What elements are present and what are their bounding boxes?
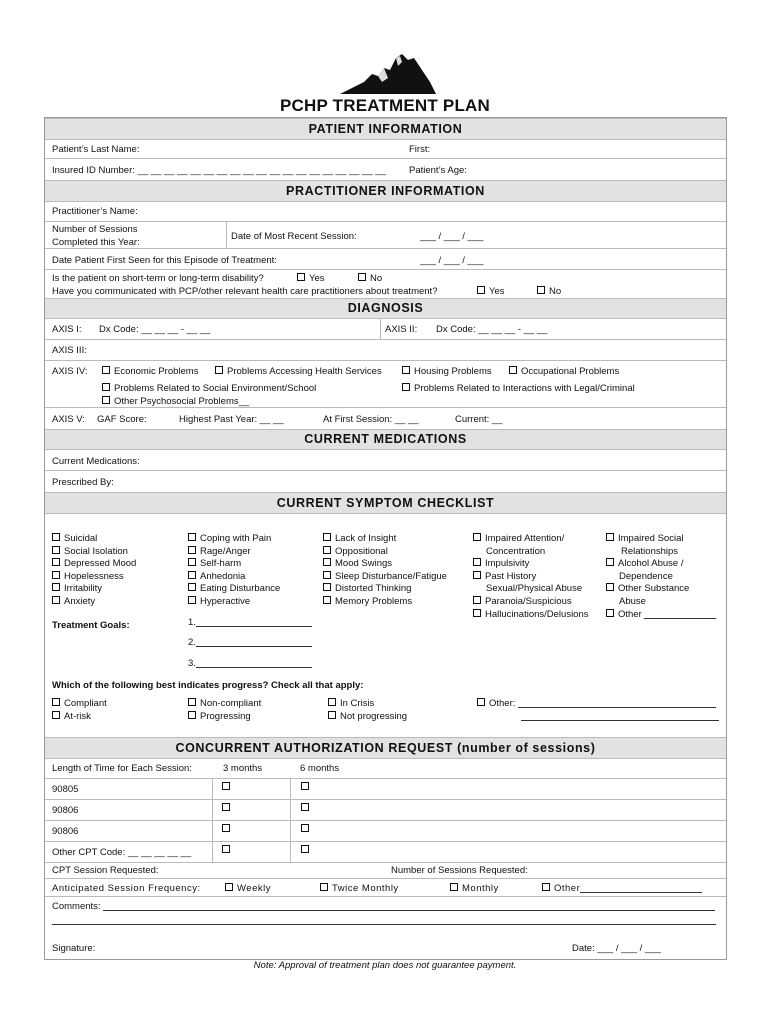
symptom-column-4 bbox=[473, 533, 589, 621]
cpt-session-requested-field[interactable]: CPT Session Requested: bbox=[52, 865, 159, 876]
oppositional-checkbox[interactable]: Oppositional bbox=[323, 546, 447, 559]
other-symptom-checkbox[interactable]: Other bbox=[606, 609, 716, 622]
alcohol-abuse-checkbox[interactable]: Alcohol Abuse / bbox=[606, 558, 716, 571]
practitioner-info-header: PRACTITIONER INFORMATION bbox=[45, 180, 726, 202]
treatment-plan-form bbox=[44, 117, 727, 960]
impaired-social-label-cont: Relationships bbox=[621, 545, 679, 557]
social-environment-problems-checkbox[interactable]: Problems Related to Social Environment/School bbox=[102, 383, 316, 394]
gaf-highest-field[interactable]: Highest Past Year: __ __ bbox=[179, 414, 284, 425]
treatment-goal-3-field[interactable]: 3. bbox=[188, 658, 312, 669]
signature-date-field[interactable]: Date: ___ / ___ / ___ bbox=[572, 943, 661, 954]
anhedonia-checkbox[interactable]: Anhedonia bbox=[188, 571, 280, 584]
impaired-attention-label-cont: Concentration bbox=[486, 545, 546, 557]
code-90806b-3mo-checkbox[interactable] bbox=[222, 824, 230, 835]
symptom-checklist-header: CURRENT SYMPTOM CHECKLIST bbox=[45, 492, 726, 514]
gaf-score-label: GAF Score: bbox=[97, 414, 147, 425]
eating-disturbance-checkbox[interactable]: Eating Disturbance bbox=[188, 583, 280, 596]
distorted-thinking-checkbox[interactable]: Distorted Thinking bbox=[323, 583, 447, 596]
patient-first-name-field[interactable]: First: bbox=[409, 144, 431, 155]
health-services-problems-checkbox[interactable]: Problems Accessing Health Services bbox=[215, 366, 382, 377]
past-history-checkbox[interactable]: Past History bbox=[473, 571, 589, 584]
code-90806a-3mo-checkbox[interactable] bbox=[222, 803, 230, 814]
impulsivity-checkbox[interactable]: Impulsivity bbox=[473, 558, 589, 571]
lack-of-insight-checkbox[interactable]: Lack of Insight bbox=[323, 533, 447, 546]
monthly-checkbox[interactable]: Monthly bbox=[450, 883, 499, 894]
axis2-label: AXIS II: bbox=[385, 324, 418, 335]
past-history-label-cont: Sexual/Physical Abuse bbox=[486, 583, 583, 595]
weekly-checkbox[interactable]: Weekly bbox=[225, 883, 271, 894]
housing-problems-checkbox[interactable]: Housing Problems bbox=[402, 366, 492, 377]
recent-session-label: Date of Most Recent Session: bbox=[231, 231, 357, 242]
comments-field[interactable]: Comments: bbox=[52, 901, 715, 912]
practitioner-name-field[interactable]: Practitioner’s Name: bbox=[52, 206, 138, 217]
axis4-label: AXIS IV: bbox=[52, 366, 88, 377]
mountain-logo-icon bbox=[338, 52, 438, 96]
axis1-label: AXIS I: bbox=[52, 324, 82, 335]
code-90806b-6mo-checkbox[interactable] bbox=[301, 824, 309, 835]
patient-age-field[interactable]: Patient’s Age: bbox=[409, 165, 467, 176]
progressing-checkbox[interactable]: Progressing bbox=[188, 711, 251, 722]
symptom-column-2 bbox=[188, 533, 280, 609]
coping-with-pain-checkbox[interactable]: Coping with Pain bbox=[188, 533, 280, 546]
hyperactive-checkbox[interactable]: Hyperactive bbox=[188, 596, 280, 609]
impaired-social-checkbox[interactable]: Impaired Social bbox=[606, 533, 716, 546]
economic-problems-checkbox[interactable]: Economic Problems bbox=[102, 366, 198, 377]
disability-question: Is the patient on short-term or long-term disability? bbox=[52, 273, 264, 284]
progress-question: Which of the following best indicates progress? Check all that apply: bbox=[52, 680, 364, 691]
social-isolation-checkbox[interactable]: Social Isolation bbox=[52, 546, 136, 559]
hopelessness-checkbox[interactable]: Hopelessness bbox=[52, 571, 136, 584]
treatment-goals-label: Treatment Goals: bbox=[52, 620, 130, 631]
comments-line-2[interactable] bbox=[52, 915, 716, 926]
suicidal-checkbox[interactable]: Suicidal bbox=[52, 533, 136, 546]
other-psychosocial-problems-checkbox[interactable]: Other Psychosocial Problems__ bbox=[102, 396, 249, 407]
treatment-goal-2-field[interactable]: 2. bbox=[188, 637, 312, 648]
axis2-dx-code-field[interactable]: Dx Code: __ __ __ - __ __ bbox=[436, 324, 548, 335]
at-risk-checkbox[interactable]: At-risk bbox=[52, 711, 91, 722]
anxiety-checkbox[interactable]: Anxiety bbox=[52, 596, 136, 609]
number-sessions-requested-field[interactable]: Number of Sessions Requested: bbox=[391, 865, 528, 876]
page-title: PCHP TREATMENT PLAN bbox=[279, 96, 490, 115]
sleep-disturbance-checkbox[interactable]: Sleep Disturbance/Fatigue bbox=[323, 571, 447, 584]
prescribed-by-field[interactable]: Prescribed By: bbox=[52, 477, 114, 488]
medications-header: CURRENT MEDICATIONS bbox=[45, 429, 726, 450]
twice-monthly-checkbox[interactable]: Twice Monthly bbox=[320, 883, 399, 894]
sessions-label-line1: Number of Sessions bbox=[52, 224, 138, 235]
other-substance-checkbox[interactable]: Other Substance bbox=[606, 583, 716, 596]
symptom-column-5 bbox=[606, 533, 716, 621]
code-90805-6mo-checkbox[interactable] bbox=[301, 782, 309, 793]
communicated-question: Have you communicated with PCP/other relevant health care practitioners about treatment? bbox=[52, 286, 438, 297]
current-medications-field[interactable]: Current Medications: bbox=[52, 456, 140, 467]
mood-swings-checkbox[interactable]: Mood Swings bbox=[323, 558, 447, 571]
diagnosis-header: DIAGNOSIS bbox=[45, 298, 726, 319]
three-months-label: 3 months bbox=[223, 763, 263, 774]
other-substance-label-cont: Abuse bbox=[619, 595, 646, 607]
patient-info-header: PATIENT INFORMATION bbox=[45, 118, 726, 140]
other-progress-checkbox[interactable]: Other: bbox=[477, 698, 716, 709]
paranoia-checkbox[interactable]: Paranoia/Suspicious bbox=[473, 596, 589, 609]
axis1-dx-code-field[interactable]: Dx Code: __ __ __ - __ __ bbox=[99, 324, 211, 335]
rage-anger-checkbox[interactable]: Rage/Anger bbox=[188, 546, 280, 559]
irritability-checkbox[interactable]: Irritability bbox=[52, 583, 136, 596]
cpt-code-90806-a: 90806 bbox=[52, 805, 79, 816]
other-progress-line-2[interactable] bbox=[521, 711, 719, 722]
cpt-code-90805: 90805 bbox=[52, 784, 79, 795]
code-90805-3mo-checkbox[interactable] bbox=[222, 782, 230, 793]
axis5-label: AXIS V: bbox=[52, 414, 85, 425]
sessions-completed-field[interactable]: Completed this Year: bbox=[52, 237, 140, 248]
signature-field[interactable]: Signature: bbox=[52, 943, 96, 954]
anticipated-frequency-label: Anticipated Session Frequency: bbox=[52, 883, 201, 894]
six-months-label: 6 months bbox=[300, 763, 340, 774]
approval-note: Note: Approval of treatment plan does not guarantee payment. bbox=[253, 960, 517, 971]
memory-problems-checkbox[interactable]: Memory Problems bbox=[323, 596, 447, 609]
gaf-current-field[interactable]: Current: __ bbox=[455, 414, 503, 425]
symptom-column-1 bbox=[52, 533, 136, 609]
communicated-no-checkbox[interactable]: No bbox=[537, 286, 561, 297]
session-length-label: Length of Time for Each Session: bbox=[52, 763, 192, 774]
symptom-column-3 bbox=[323, 533, 447, 609]
compliant-checkbox[interactable]: Compliant bbox=[52, 698, 107, 709]
alcohol-abuse-label-cont: Dependence bbox=[619, 570, 673, 582]
axis3-field[interactable]: AXIS III: bbox=[52, 345, 87, 356]
cpt-code-90806-b: 90806 bbox=[52, 826, 79, 837]
treatment-goal-1-field[interactable]: 1. bbox=[188, 617, 312, 628]
disability-yes-checkbox[interactable]: Yes bbox=[297, 273, 325, 284]
other-cpt-code-field[interactable]: Other CPT Code: __ __ __ __ __ bbox=[52, 847, 192, 858]
first-seen-label: Date Patient First Seen for this Episode of Treatment: bbox=[52, 255, 277, 266]
communicated-yes-checkbox[interactable]: Yes bbox=[477, 286, 505, 297]
self-harm-checkbox[interactable]: Self-harm bbox=[188, 558, 280, 571]
non-compliant-checkbox[interactable]: Non-compliant bbox=[188, 698, 261, 709]
occupational-problems-checkbox[interactable]: Occupational Problems bbox=[509, 366, 619, 377]
other-cpt-3mo-checkbox[interactable] bbox=[222, 845, 230, 856]
insured-id-field[interactable]: Insured ID Number: __ __ __ __ __ __ __ __ __ __ __ __ __ __ __ __ __ __ __ bbox=[52, 165, 386, 176]
authorization-header: CONCURRENT AUTHORIZATION REQUEST (number of sessions) bbox=[45, 737, 726, 759]
other-frequency-checkbox[interactable]: Other bbox=[542, 883, 702, 894]
impaired-attention-checkbox[interactable]: Impaired Attention/ bbox=[473, 533, 589, 546]
hallucinations-checkbox[interactable]: Hallucinations/Delusions bbox=[473, 609, 589, 622]
gaf-first-session-field[interactable]: At First Session: __ __ bbox=[323, 414, 419, 425]
depressed-mood-checkbox[interactable]: Depressed Mood bbox=[52, 558, 136, 571]
not-progressing-checkbox[interactable]: Not progressing bbox=[328, 711, 407, 722]
code-90806a-6mo-checkbox[interactable] bbox=[301, 803, 309, 814]
recent-session-date-field[interactable]: ___ / ___ / ___ bbox=[420, 231, 484, 242]
disability-no-checkbox[interactable]: No bbox=[358, 273, 382, 284]
in-crisis-checkbox[interactable]: In Crisis bbox=[328, 698, 374, 709]
other-cpt-6mo-checkbox[interactable] bbox=[301, 845, 309, 856]
patient-last-name-field[interactable]: Patient’s Last Name: bbox=[52, 144, 140, 155]
first-seen-date-field[interactable]: ___ / ___ / ___ bbox=[420, 255, 484, 266]
legal-problems-checkbox[interactable]: Problems Related to Interactions with Legal/Criminal bbox=[402, 383, 635, 394]
